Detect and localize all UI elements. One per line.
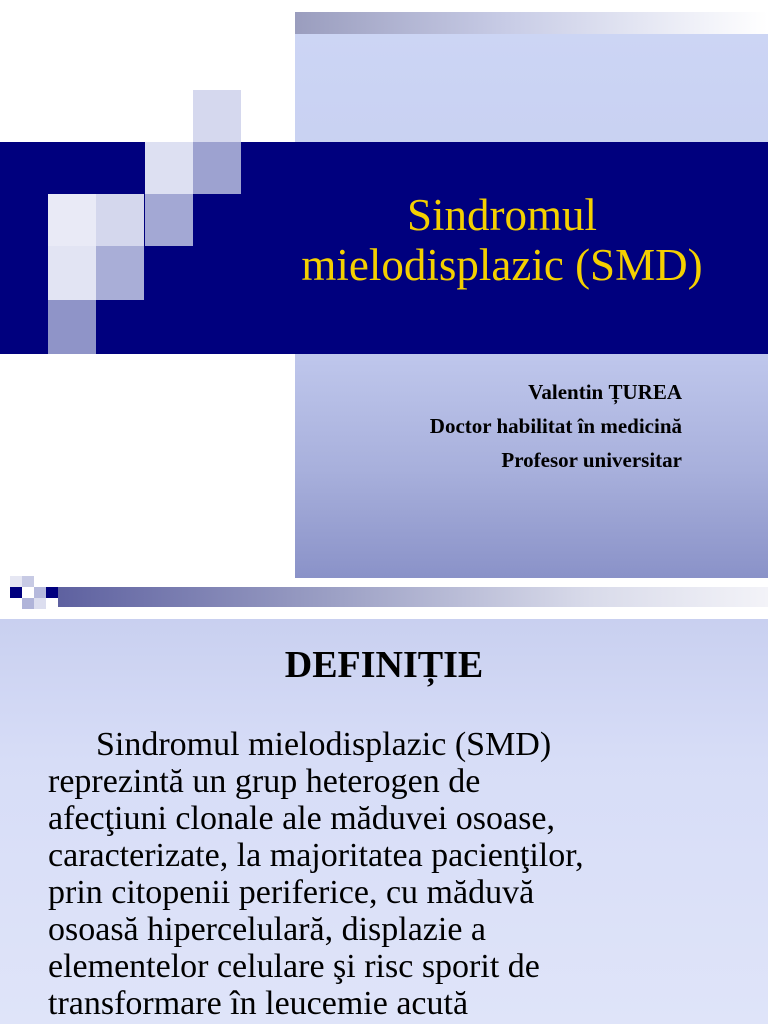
author-position: Profesor universitar [501,448,682,472]
text-line: elementelor celulare şi risc sporit de [48,948,540,985]
top-gradient-bar [295,12,768,34]
deco-square [48,300,96,354]
deco-square-small [46,587,58,598]
text-line: Sindromul mielodisplazic (SMD) [96,726,552,763]
deco-square [145,194,193,246]
deco-square-small [34,587,46,598]
definition-heading: DEFINIȚIE [284,644,484,686]
deco-square [96,246,144,300]
text-line: osoasă hipercelulară, displazie a [48,911,487,948]
author-block [430,375,682,477]
deco-square [0,194,48,246]
deco-square-small [10,587,22,598]
author-name: Valentin ȚUREA [528,380,682,404]
deco-square [145,142,193,194]
title-line-1: Sindromul [406,190,598,240]
deco-square [48,194,96,246]
deco-square-small [34,598,46,609]
deco-square-small [22,576,34,587]
bottom-gradient-bar [58,587,768,607]
title-line-2: mielodisplazic (SMD) [301,240,703,290]
text-line: reprezintă un grup heterogen de [48,763,481,800]
deco-square [193,90,241,142]
text-line: caracterizate, la majoritatea pacienţilor, [48,837,584,874]
deco-square [96,194,144,246]
deco-square-small [10,576,22,587]
deco-square [48,246,96,300]
deco-square [193,142,241,194]
deco-square-small [22,598,34,609]
definition-text [48,726,748,1022]
text-line: afecţiuni clonale ale măduvei osoase, [48,800,555,837]
author-degree: Doctor habilitat în medicină [429,414,682,438]
text-line: transformare în leucemie acută [48,985,469,1022]
definition-slide [0,619,768,1024]
slide-title [260,190,744,290]
text-line: prin citopenii periferice, cu măduvă [48,874,535,911]
